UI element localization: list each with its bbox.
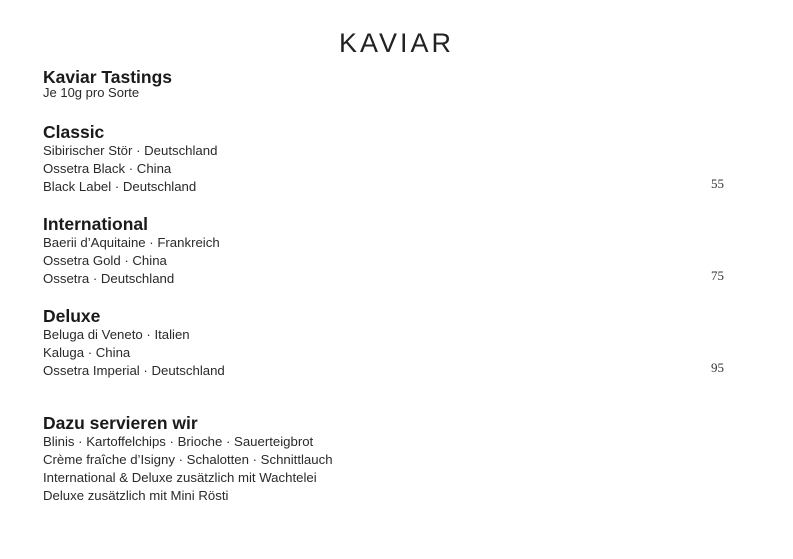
section-title: Dazu servieren wir bbox=[43, 413, 198, 433]
section-title: Classic bbox=[43, 122, 105, 142]
menu-item: Ossetra · Deutschland bbox=[43, 271, 175, 286]
section-title: International bbox=[43, 214, 149, 234]
section-price: 75 bbox=[711, 268, 724, 283]
section-price: 55 bbox=[711, 176, 724, 191]
menu-item: Black Label · Deutschland bbox=[43, 179, 197, 194]
tastings-header bbox=[43, 67, 733, 100]
menu-item: Beluga di Veneto · Italien bbox=[43, 327, 190, 342]
brand-logo: KAVIAR bbox=[338, 28, 455, 58]
section-international bbox=[43, 214, 733, 288]
menu-item: Ossetra Black · China bbox=[43, 161, 172, 176]
list-item: International & Deluxe zusätzlich mit Wachtelei bbox=[43, 470, 317, 485]
menu-item: Ossetra Gold · China bbox=[43, 253, 167, 268]
page-subtitle: Je 10g pro Sorte bbox=[43, 85, 140, 100]
section-classic bbox=[43, 122, 733, 196]
section-price: 95 bbox=[711, 360, 724, 375]
list-item: Crème fraîche d’Isigny · Schalotten · Schnittlauch bbox=[43, 452, 333, 467]
menu-item: Kaluga · China bbox=[43, 345, 131, 360]
list-item: Deluxe zusätzlich mit Mini Rösti bbox=[43, 488, 229, 503]
section-sides bbox=[43, 413, 733, 505]
page-title: Kaviar Tastings bbox=[43, 67, 173, 87]
menu-item: Baerii d’Aquitaine · Frankreich bbox=[43, 235, 220, 250]
section-title: Deluxe bbox=[43, 306, 101, 326]
list-item: Blinis · Kartoffelchips · Brioche · Sauerteigbrot bbox=[43, 434, 314, 449]
section-deluxe bbox=[43, 306, 733, 380]
menu-item: Ossetra Imperial · Deutschland bbox=[43, 363, 225, 378]
menu-item: Sibirischer Stör · Deutschland bbox=[43, 143, 218, 158]
